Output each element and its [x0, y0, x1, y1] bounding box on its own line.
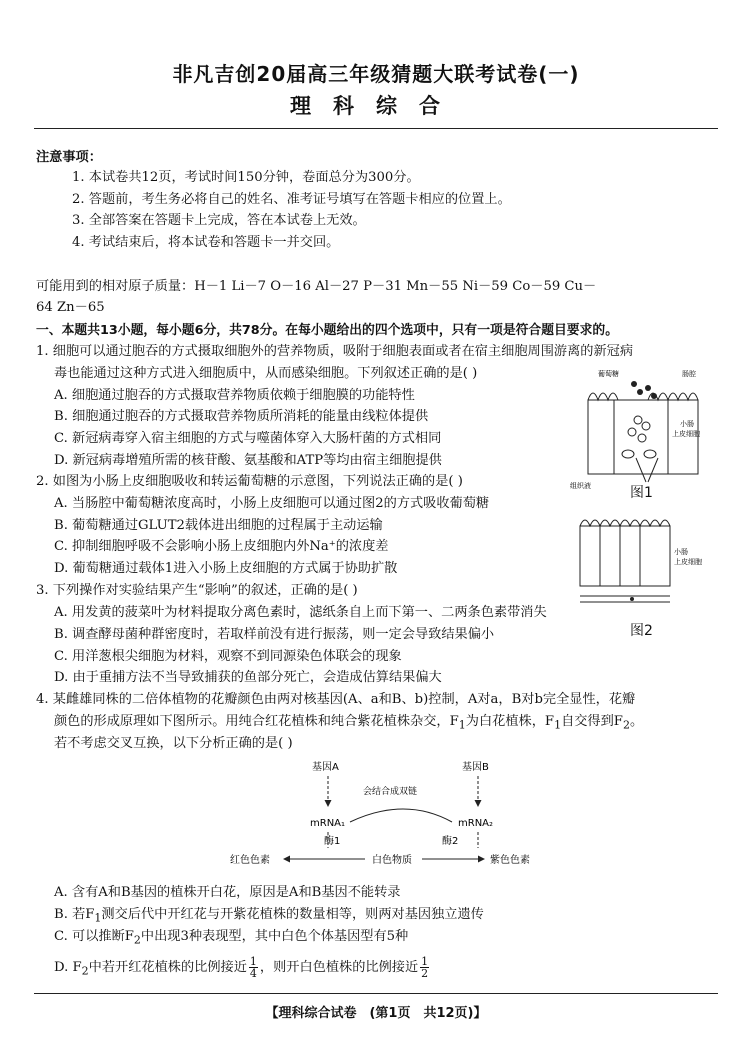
mrna2-label: mRNA₂ [458, 818, 494, 829]
enzyme1-label: 酶1 [324, 836, 341, 847]
q2-option-a: A. 当肠腔中葡萄糖浓度高时，小肠上皮细胞可以通过图2的方式吸收葡萄糖 [54, 496, 490, 511]
figure-1-caption: 图1 [630, 485, 653, 501]
fraction-denominator: 4 [249, 967, 257, 980]
q1-option-b: B. 细胞通过胞吞的方式摄取营养物质所消耗的能量由线粒体提供 [54, 409, 429, 424]
q4-option-text: C. 可以推断F [54, 929, 134, 944]
subscript: 2 [133, 933, 141, 947]
gene-b-label: 基因B [462, 762, 489, 773]
header-rule [34, 128, 718, 129]
atomic-masses-line2: 64 Zn－65 [36, 300, 105, 315]
q1-stem-line1: 1. 细胞可以通过胞吞的方式摄取细胞外的营养物质，吸附于细胞表面或者在宿主细胞周围游离的新冠病 [36, 344, 634, 359]
white-substance-label: 白色物质 [372, 855, 412, 866]
section-heading: 一、本题共13小题，每小题6分，共78分。在每小题给出的四个选项中，只有一项是符合题目要求的。 [36, 323, 618, 338]
pathway-diagram [200, 756, 560, 874]
q4-stem-text: 颜色的形成原理如下图所示。用纯合红花植株和纯合紫花植株杂交，F [54, 714, 459, 729]
figure-2 [570, 508, 720, 618]
fraction-numerator: 1 [249, 955, 257, 968]
figure-2-caption: 图2 [630, 623, 653, 639]
q4-option-b [54, 905, 484, 929]
q4-option-d [54, 956, 431, 982]
fraction-numerator: 1 [421, 955, 429, 968]
fig2-label: 小肠 [674, 548, 688, 556]
subscript: 1 [458, 718, 466, 732]
q4-option-text: ，则开白色植株的比例接近 [259, 960, 419, 975]
q4-stem-line3: 若不考虑交叉互换，以下分析正确的是( ) [54, 736, 293, 751]
fig1-label: 组织液 [570, 482, 591, 490]
q3-option-a: A. 用发黄的菠菜叶为材料提取分离色素时，滤纸条自上而下第一、二两条色素带消失 [54, 605, 547, 620]
q4-option-a: A. 含有A和B基因的植株开白花，原因是A和B基因不能转录 [54, 885, 401, 900]
q2-option-b: B. 葡萄糖通过GLUT2载体进出细胞的过程属于主动运输 [54, 518, 383, 533]
notes-heading: 注意事项： [36, 150, 102, 165]
note-item: 2. 答题前，考生务必将自己的姓名、准考证号填写在答题卡相应的位置上。 [72, 192, 511, 207]
note-item: 3. 全部答案在答题卡上完成，答在本试卷上无效。 [72, 213, 366, 228]
red-pigment-label: 红色色素 [230, 855, 270, 866]
q3-stem: 3. 下列操作对实验结果产生“影响”的叙述，正确的是( ) [36, 583, 358, 598]
subscript: 1 [94, 911, 102, 925]
enzyme2-label: 酶2 [442, 836, 459, 847]
fraction-denominator: 2 [421, 967, 429, 980]
q1-option-d: D. 新冠病毒增殖所需的核苷酸、氨基酸和ATP等均由宿主细胞提供 [54, 453, 442, 468]
figure-2-drawing [570, 508, 720, 618]
fig1-label: 肠腔 [682, 370, 696, 378]
q3-option-b: B. 调查酵母菌种群密度时，若取样前没有进行振荡，则一定会导致结果偏小 [54, 627, 495, 642]
page-footer: 【理科综合试卷 (第1页 共12页)】 [265, 1006, 487, 1021]
q2-option-d: D. 葡萄糖通过载体1进入小肠上皮细胞的方式属于协助扩散 [54, 561, 398, 576]
fraction-one-half [420, 956, 429, 979]
gene-a-label: 基因A [312, 762, 339, 773]
q2-stem: 2. 如图为小肠上皮细胞吸收和转运葡萄糖的示意图，下列说法正确的是( ) [36, 474, 463, 489]
pathway-drawing [200, 756, 560, 874]
figure-1 [568, 362, 718, 502]
q1-option-c: C. 新冠病毒穿入宿主细胞的方式与噬菌体穿入大肠杆菌的方式相同 [54, 431, 442, 446]
q3-option-d: D. 由于重捕方法不当导致捕获的鱼部分死亡，会造成估算结果偏大 [54, 670, 442, 685]
figure-1-drawing [568, 362, 718, 502]
fig2-label: 上皮细胞 [674, 558, 702, 566]
q2-option-c: C. 抑制细胞呼吸不会影响小肠上皮细胞内外Na⁺的浓度差 [54, 539, 389, 554]
q4-option-text: B. 若F [54, 907, 95, 922]
q4-option-text: 测交后代中开红花与开紫花植株的数量相等，则两对基因独立遗传 [101, 907, 484, 922]
q4-option-c [54, 927, 408, 951]
q4-stem-text: 为白花植株，F [465, 714, 555, 729]
subscript: 1 [554, 718, 562, 732]
exam-title: 非凡吉创20届高三年级猜题大联考试卷(一) [172, 62, 580, 86]
q4-stem-line2 [54, 712, 643, 736]
fig1-label: 上皮细胞 [672, 430, 700, 438]
exam-subtitle: 理科综合 [290, 94, 462, 118]
q4-stem-text: 。 [629, 714, 644, 729]
q4-option-text: 中出现3种表现型，其中白色个体基因型有5种 [140, 929, 409, 944]
footer-rule [34, 993, 718, 994]
fig1-label: 小肠 [680, 420, 694, 428]
q4-option-text: 中若开红花植株的比例接近 [88, 960, 247, 975]
q4-stem-text: 自交得到F [561, 714, 623, 729]
bond-label: 会结合成双链 [363, 787, 418, 797]
fraction-one-quarter [249, 956, 258, 979]
note-item: 1. 本试卷共12页，考试时间150分钟，卷面总分为300分。 [72, 170, 420, 185]
mrna1-label: mRNA₁ [310, 818, 346, 829]
q3-option-c: C. 用洋葱根尖细胞为材料，观察不到同源染色体联会的现象 [54, 649, 402, 664]
q1-option-a: A. 细胞通过胞吞的方式摄取营养物质依赖于细胞膜的功能特性 [54, 388, 415, 403]
note-item: 4. 考试结束后，将本试卷和答题卡一并交回。 [72, 235, 340, 250]
q1-stem-line2: 毒也能通过这种方式进入细胞质中，从而感染细胞。下列叙述正确的是( ) [54, 366, 478, 381]
q4-option-text: D. F [54, 960, 82, 975]
subscript: 2 [622, 718, 630, 732]
purple-pigment-label: 紫色色素 [490, 855, 530, 866]
fig1-label: 葡萄糖 [598, 370, 619, 378]
q4-stem-line1: 4. 某雌雄同株的二倍体植物的花瓣颜色由两对核基因(A、a和B、b)控制，A对a，B对b完全显性，花瓣 [36, 692, 636, 707]
subscript: 2 [81, 964, 89, 978]
atomic-masses-line1: 可能用到的相对原子质量：H－1 Li－7 O－16 Al－27 P－31 Mn－55 Ni－59 Co－59 Cu－ [36, 279, 597, 294]
